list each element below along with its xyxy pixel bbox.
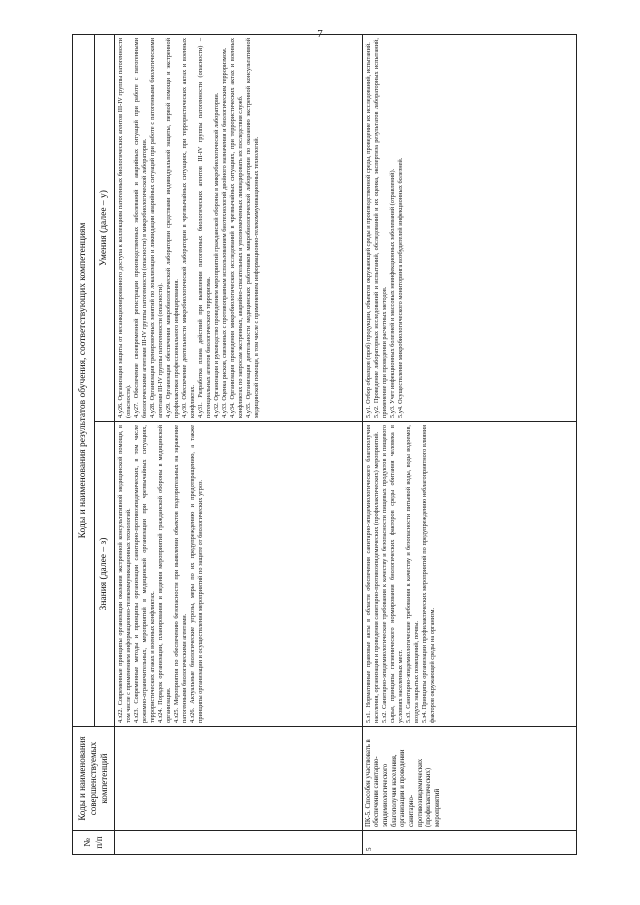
knowledge-item: 5.з2. Санитарно-эпидемиологические требования к качеству и безопасности пищевых продуктов и пищевого сырья, принципы гигиенического нормирования биологических факторов среды обитания человека в условиях населенных мест. [380, 425, 404, 723]
table-row [115, 35, 363, 855]
skills-cell [363, 35, 577, 422]
row-number: 5 [363, 831, 577, 855]
knowledge-item: 4.з26. Актуальные биологические угрозы, меры по их предупреждению и предотвращению, а также принципы организации и осуществления мероприятий по защите от биологических угроз. [188, 425, 204, 723]
page-number: 7 [317, 28, 323, 40]
skill-item: 4.у30. Обеспечение деятельности микробиологической лаборатории в чрезвычайных ситуациях, при террористических актах и военных конфликтах. [180, 38, 196, 418]
header-competence: Коды и наименования совершенствуемых компетенций [73, 727, 115, 831]
header-results-group: Коды и наименования результатов обучения, соответствующих компетенциям [73, 35, 95, 727]
skill-item: 4.у31. Разработка плана действий при выявлении патогенных биологических агентов III-IV группы патогенности (опасности) – потенциальных агентов биологического терроризма. [196, 38, 213, 418]
rotated-table-wrapper [72, 35, 577, 855]
skill-item: 4.у27. Обеспечение своевременной регистрации производственных заболеваний и аварийных ситуаций при работе с патогенными биологическими агентами III-IV группы патогенности (опасности) в микробиологической лаборатории. [132, 38, 148, 418]
knowledge-item: 5.з4. Принципы организации профилактических мероприятий по предупреждению неблагоприятного влияния факторов окружающей среды на организм. [420, 425, 436, 723]
knowledge-item: 4.з24. Порядок организации, планирования и ведения мероприятий гражданской обороны в медицинской организации. [156, 425, 172, 723]
skill-item: 4.у28. Организация тренировочных занятий по локализации и ликвидации аварийных ситуаций при работе с патогенными биологическими агентами III-IV группы патогенности (опасности). [148, 38, 164, 418]
skill-item: 4.у35. Организация деятельности медицинских работников микробиологической лаборатории по оказанию экстренной консультативной медицинской помощи, в том числе с применением информационно-телекоммуникационных технологий. [245, 38, 261, 418]
competence-cell: ПК-5. Способен участвовать в обеспечении санитарно-эпидемиологического благополучия населения, организации и проведении санитарно-противоэпидемических (профилактических) мероприятий [363, 727, 577, 831]
skill-item: 5.у3. Учет инфекционных болезней и массовых неинфекционных заболеваний (отравлений). [388, 168, 396, 418]
skill-item: 5.у1. Отбор образцов (проб) продукции, объектов окружающей среды и производственной среды, проведение их исследований, испытаний. [364, 42, 372, 418]
header-knowledge: Знания (далее – з) [95, 422, 115, 727]
knowledge-cell [115, 422, 363, 727]
knowledge-item: 4.з23. Современные методы и принципы организации санитарно-противоэпидемических, в том числе режимно-ограничительных, мероприятий в медицинской организации при чрезвычайных ситуациях, террористических атаках и военных конфликтах. [132, 425, 156, 723]
knowledge-cell [363, 422, 577, 727]
knowledge-item: 4.з22. Современные принципы организации оказания экстренной консультативной медицинской помощи, в том числе с применением информационно-телекоммуникационных технологий. [116, 425, 132, 723]
skill-item: 4.у29. Организация обеспечения микробиологической лаборатории средствами индивидуальной защиты, первой помощи и экстренной профилактики профессионального инфицирования. [164, 38, 180, 418]
header-skills: Умения (далее – у) [95, 35, 115, 422]
row-number [115, 831, 363, 855]
competence-table [72, 34, 577, 855]
table-row [363, 35, 577, 855]
competence-cell [115, 727, 363, 831]
skill-item: 4.у32. Организация и руководство проведением мероприятий гражданской обороны в микробиологической лаборатории. [213, 92, 221, 418]
skill-item: 4.у34. Организация проведения микробиологических исследований в чрезвычайных ситуациях, при террористических актах и военных конфликтах по запросам экстренных, аварийно-спасательных и уполномоченных ликвидировать их последствия служб. [229, 38, 245, 418]
skill-item: 4.у33. Оценка рисков, связанных с противоправным использованием биотехнологий двойного назначения и биологическим терроризмом. [221, 47, 229, 418]
knowledge-item: 5.з3. Санитарно-эпидемиологические требования к качеству и безопасности питьевой воды, воды водоемов, воздуха закрытых помещений, почвы. [404, 425, 420, 723]
skill-item: 5.у2. Проведение лабораторных исследований и испытаний, обследований и их оценка, экспертиза результатов лабораторных испытаний, применение при проведении расчетных методов. [372, 38, 388, 418]
knowledge-item: 4.з25. Мероприятия по обеспечению безопасности при выявлении объектов подозрительных на заражение патогенными биологическими агентами. [172, 425, 188, 723]
knowledge-item: 5.з1. Нормативные правовые акты в области обеспечения санитарно-эпидемиологического благополучия населения, организации и проведения санитарно-противоэпидемических (профилактических) мероприятий. [364, 425, 380, 723]
skill-item: 5.у4. Осуществление микробиологического мониторинга возбудителей инфекционных болезней. [396, 157, 404, 418]
header-num: № п/п [73, 831, 115, 855]
skill-item: 4.у26. Организация защиты от несанкционированного доступа к коллекциям патогенных биологических агентов III-IV группы патогенности (опасности). [116, 38, 132, 418]
skills-cell [115, 35, 363, 422]
